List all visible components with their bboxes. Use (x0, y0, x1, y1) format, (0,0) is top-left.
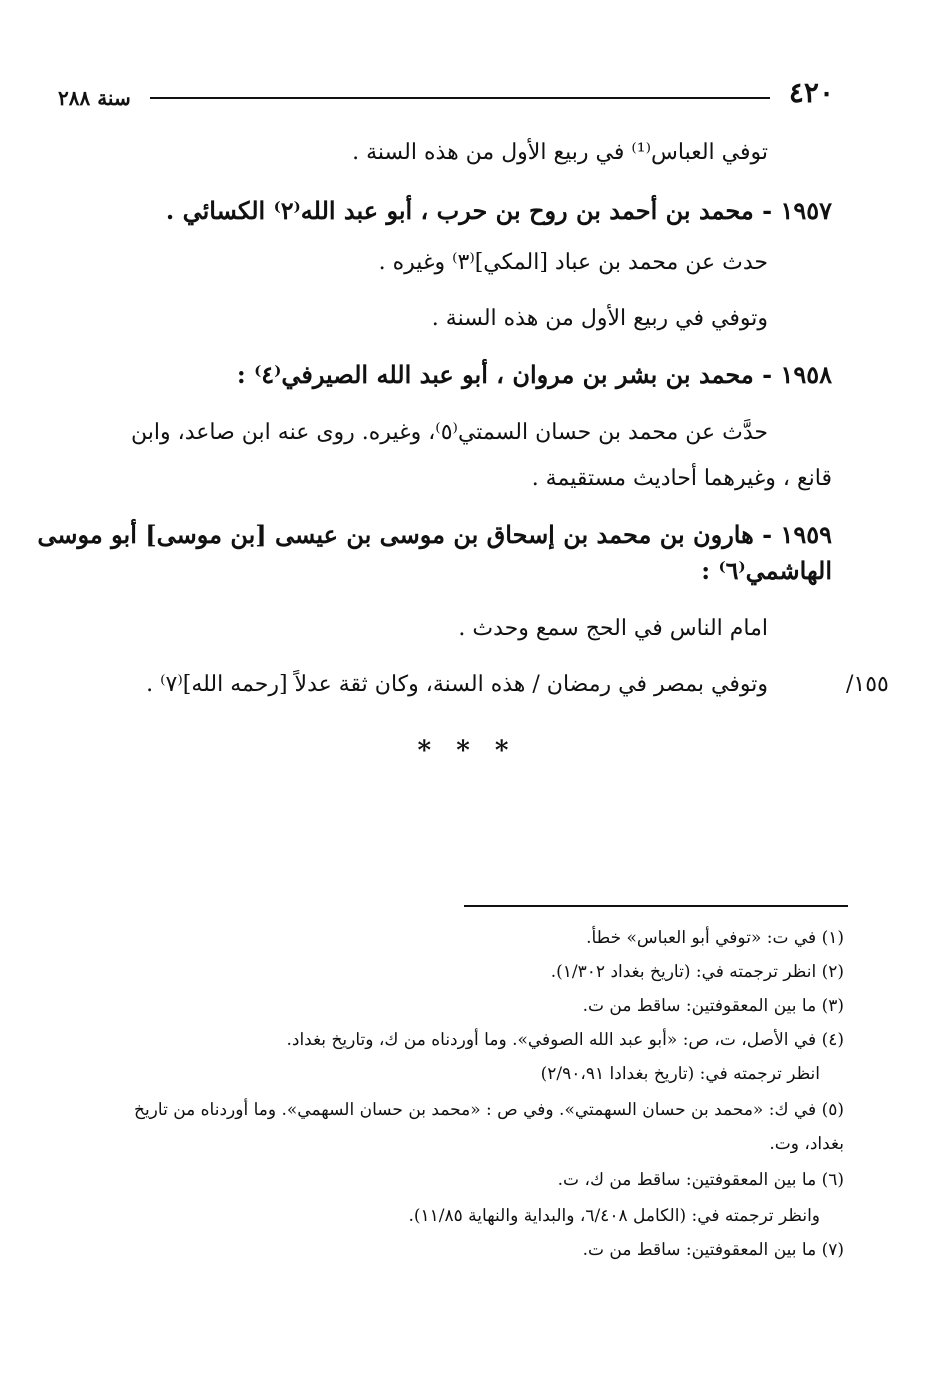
running-title: سنة ٢٨٨ (58, 86, 131, 110)
page-number: ٤٢٠ (788, 76, 834, 109)
entry-heading: ١٩٥٧ - محمد بن أحمد بن روح بن حرب ، أبو عبد الله⁽٢⁾ الكسائي . (165, 196, 832, 225)
footnote-continued: بغداد، وت. (769, 1134, 844, 1154)
body-line: وتوفي في ربيع الأول من هذه السنة . (431, 306, 768, 331)
body-line: توفي العباس⁽¹⁾ في ربيع الأول من هذه السنة . (352, 140, 768, 165)
footnote-rule (464, 905, 848, 907)
body-line: امام الناس في الحج سمع وحدث . (458, 616, 768, 641)
footnote: (١) في ت: «توفي أبو العباس» خطأ. (586, 928, 844, 948)
footnote: (٢) انظر ترجمته في: (تاريخ بغداد ١/٣٠٢). (550, 962, 844, 982)
manuscript-folio-marker: ١٥٥/ (846, 672, 889, 697)
entry-heading: ١٩٥٩ - هارون بن محمد بن إسحاق بن موسى بن عيسى [بن موسى] أبو موسى (37, 520, 832, 549)
entry-heading: ١٩٥٨ - محمد بن بشر بن مروان ، أبو عبد الله الصيرفي⁽٤⁾ : (236, 360, 832, 389)
body-line: حدَّث عن محمد بن حسان السمتي⁽٥⁾، وغيره. روى عنه ابن صاعد، وابن (131, 420, 768, 445)
footnote: (٧) ما بين المعقوفتين: ساقط من ت. (582, 1240, 844, 1260)
footnote: (٦) ما بين المعقوفتين: ساقط من ك، ت. (557, 1170, 844, 1190)
header-rule (150, 97, 770, 99)
footnote: (٤) في الأصل، ت، ص: «أبو عبد الله الصوفي». وما أوردناه من ك، وتاريخ بغداد. (286, 1030, 844, 1050)
footnote: (٥) في ك: «محمد بن حسان السهمتي». وفي ص : «محمد بن حسان السهمي». وما أوردناه من تاريخ (133, 1100, 844, 1120)
body-line: قانع ، وغيرهما أحاديث مستقيمة . (531, 466, 832, 491)
body-line: حدث عن محمد بن عباد [المكي]⁽٣⁾ وغيره . (378, 250, 768, 275)
footnote-continued: وانظر ترجمته في: (الكامل ٦/٤٠٨، والبداية والنهاية ١١/٨٥). (408, 1206, 820, 1226)
section-separator: * * * (417, 736, 517, 766)
body-line: وتوفي بمصر في رمضان / هذه السنة، وكان ثقة عدلاً [رحمه الله]⁽٧⁾ . (146, 672, 768, 697)
footnote-continued: انظر ترجمته في: (تاريخ بغدادا ٢/٩٠،٩١) (540, 1064, 820, 1084)
entry-heading-continued: الهاشمي⁽٦⁾ : (701, 556, 832, 585)
footnote: (٣) ما بين المعقوفتين: ساقط من ت. (582, 996, 844, 1016)
